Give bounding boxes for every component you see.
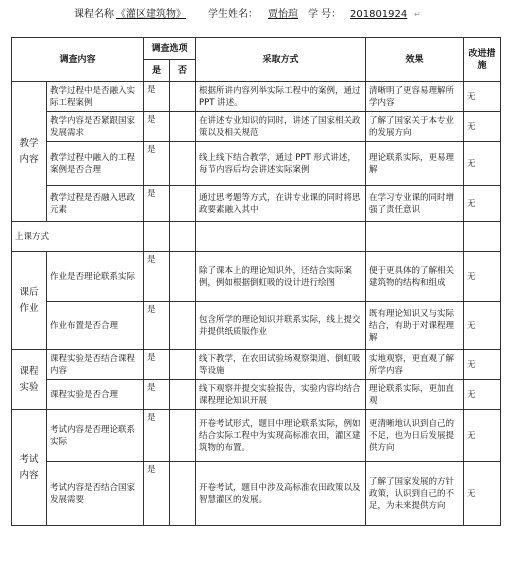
yes-cell: 是: [144, 252, 170, 302]
effect-cell: [366, 222, 464, 252]
method-cell: 通过思考题等方式，在讲专业课的同时将思政要素融入其中: [196, 186, 366, 222]
table-row: [12, 142, 501, 186]
question-cell: 考试内容是否结合国家发展需要: [47, 462, 144, 526]
student-label: 学生姓名：: [208, 9, 258, 20]
no-cell: [170, 462, 196, 526]
header-no: 否: [170, 60, 196, 82]
question-cell: 课程实验是否合理: [47, 380, 144, 410]
no-cell: [170, 186, 196, 222]
effect-cell: 在学习专业课的同时增强了责任意识: [366, 186, 464, 222]
table-row: [12, 302, 501, 350]
question-cell: 教学过程中是否融入实际工程案例: [47, 82, 144, 112]
no-cell: [170, 142, 196, 186]
yes-cell: 是: [144, 112, 170, 142]
no-cell: [170, 222, 196, 252]
method-cell: 包含所学的理论知识并联系实际，线上提交并提供纸质版作业: [196, 302, 366, 350]
header-row: [12, 38, 501, 60]
header-effect: 效果: [366, 38, 464, 82]
question-cell: 作业布置是否合理: [47, 302, 144, 350]
effect-cell: 便于更具体的了解相关建筑物的结构和组成: [366, 252, 464, 302]
header-improve: 改进措施: [464, 38, 501, 82]
student-name: 贾怡瑄: [268, 9, 298, 20]
yes-cell: 是: [144, 186, 170, 222]
table-row: [12, 410, 501, 462]
yes-cell: 是: [144, 142, 170, 186]
no-cell: [170, 112, 196, 142]
improve-cell: 无: [464, 142, 501, 186]
category-homework: 课后作业: [12, 252, 47, 350]
category-experiment: 课程实验: [12, 350, 47, 410]
table-row: [12, 252, 501, 302]
question-cell: 作业是否理论联系实际: [47, 252, 144, 302]
survey-table: [11, 37, 501, 526]
document-header: [0, 6, 509, 24]
no-cell: [170, 252, 196, 302]
method-cell: 根据所讲内容列举实际工程中的案例，通过 PPT 讲述。: [196, 82, 366, 112]
table-row: [12, 186, 501, 222]
yes-cell: 是: [144, 82, 170, 112]
effect-cell: 了解了国家关于本专业的发展方向: [366, 112, 464, 142]
yes-cell: [144, 222, 170, 252]
category-class-method: 上课方式: [12, 222, 144, 252]
header-options: 调查选项: [144, 38, 196, 60]
no-cell: [170, 82, 196, 112]
course-name: 《灌区建筑物》: [116, 9, 186, 20]
no-cell: [170, 410, 196, 462]
student-id-label: 学 号：: [308, 9, 342, 20]
improve-cell: 无: [464, 462, 501, 526]
header-content: 调查内容: [12, 38, 144, 82]
no-cell: [170, 380, 196, 410]
method-cell: 线下观察并提交实验报告，实验内容均结合课程理论知识开展: [196, 380, 366, 410]
improve-cell: 无: [464, 112, 501, 142]
method-cell: 线下教学，在农田试验场观察渠道、倒虹吸等设施: [196, 350, 366, 380]
question-cell: 教学内容是否紧跟国家发展需求: [47, 112, 144, 142]
table-row: [12, 82, 501, 112]
question-cell: 课程实验是否结合课程内容: [47, 350, 144, 380]
header-yes: 是: [144, 60, 170, 82]
effect-cell: 清晰明了更容易理解所学内容: [366, 82, 464, 112]
table-row: [12, 222, 501, 252]
method-cell: 除了课本上的理论知识外，还结合实际案例，例如根据倒虹吸的设计进行绘图: [196, 252, 366, 302]
method-cell: 开卷考试形式，题目中理论联系实际，例如结合实际工程中为实现高标准农田，灌区建筑物的布置。: [196, 410, 366, 462]
no-cell: [170, 350, 196, 380]
improve-cell: [464, 222, 501, 252]
improve-cell: 无: [464, 410, 501, 462]
improve-cell: 无: [464, 82, 501, 112]
question-cell: 教学过程是否融入思政元素: [47, 186, 144, 222]
improve-cell: 无: [464, 252, 501, 302]
improve-cell: 无: [464, 302, 501, 350]
table-row: [12, 380, 501, 410]
yes-cell: 是: [144, 302, 170, 350]
effect-cell: 了解了国家发展的方针政策，认识到自己的不足，为未来提供方向: [366, 462, 464, 526]
method-cell: [196, 222, 366, 252]
category-teaching: 教学内容: [12, 82, 47, 222]
header-method: 采取方式: [196, 38, 366, 82]
question-cell: 教学过程中融入的工程案例是否合理: [47, 142, 144, 186]
table-row: [12, 350, 501, 380]
yes-cell: 是: [144, 350, 170, 380]
question-cell: 考试内容是否理论联系实际: [47, 410, 144, 462]
effect-cell: 既有理论知识又与实际结合，有助于对课程理解: [366, 302, 464, 350]
course-label: 课程名称: [74, 9, 114, 20]
paragraph-mark-icon: ↵: [414, 10, 421, 19]
table-row: [12, 462, 501, 526]
method-cell: 在讲述专业知识的同时，讲述了国家相关政策以及相关规范: [196, 112, 366, 142]
yes-cell: 是: [144, 380, 170, 410]
effect-cell: 更清晰地认识到自己的不足，也为日后发展提供方向: [366, 410, 464, 462]
method-cell: 开卷考试，题目中涉及高标准农田政策以及智慧灌区的发展。: [196, 462, 366, 526]
category-exam: 考试内容: [12, 410, 47, 526]
effect-cell: 实地观察，更直观了解所学内容: [366, 350, 464, 380]
yes-cell: 是: [144, 462, 170, 526]
method-cell: 线上线下结合教学，通过 PPT 形式讲述，每节内容后均会讲述实际案例: [196, 142, 366, 186]
no-cell: [170, 302, 196, 350]
improve-cell: 无: [464, 186, 501, 222]
yes-cell: 是: [144, 410, 170, 462]
improve-cell: 无: [464, 380, 501, 410]
improve-cell: 无: [464, 350, 501, 380]
effect-cell: 理论联系实际，更易理解: [366, 142, 464, 186]
table-row: [12, 112, 501, 142]
student-id: 201801924: [350, 9, 408, 20]
effect-cell: 理论联系实际，更加直观: [366, 380, 464, 410]
